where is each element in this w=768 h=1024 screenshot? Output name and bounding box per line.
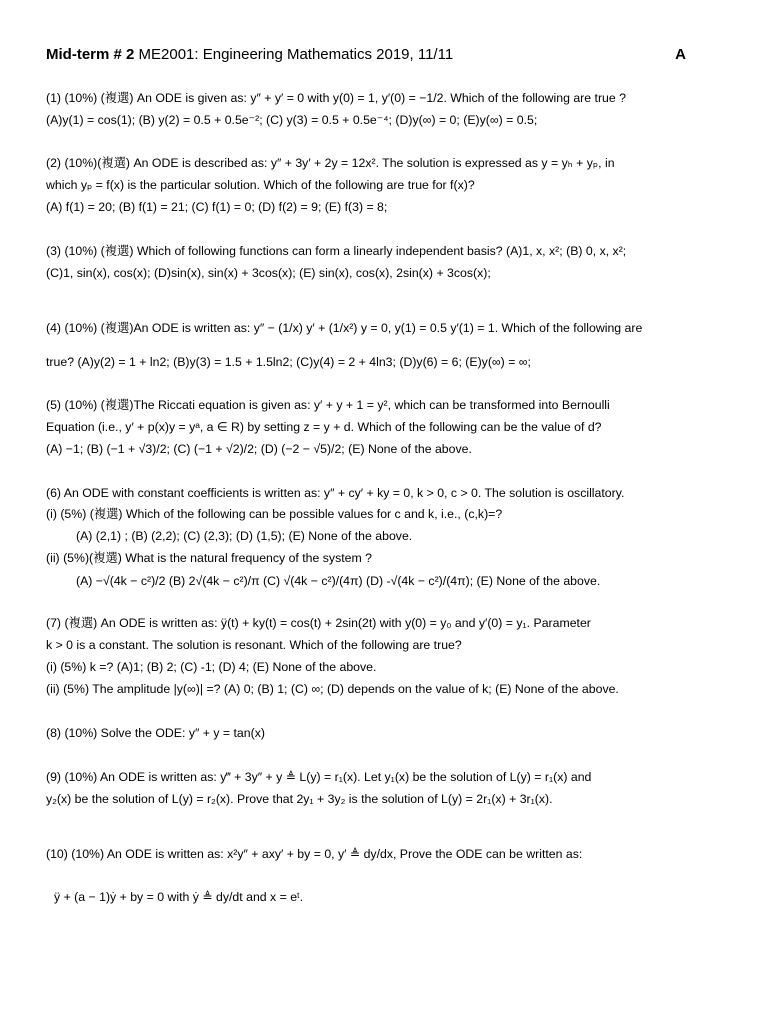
q3-line-2: (C)1, sin(x), cos(x); (D)sin(x), sin(x) + 3cos(x); (E) sin(x), cos(x), 2sin(x) + 3cos(x); xyxy=(46,266,491,280)
q8-line-1: (8) (10%) Solve the ODE: y″ + y = tan(x) xyxy=(46,726,265,740)
q5-line-2: Equation (i.e., y′ + p(x)y = yᵃ, a ∈ R) by setting z = y + d. Which of the following can be the value of d? xyxy=(46,420,602,434)
q10-line-1: (10) (10%) An ODE is written as: x²y″ + axy′ + by = 0, y′ ≜ dy/dx, Prove the ODE can be written as: xyxy=(46,847,583,861)
q7-line-2: k > 0 is a constant. The solution is resonant. Which of the following are true? xyxy=(46,638,462,652)
q10-line-2: ÿ + (a − 1)ẏ + by = 0 with ẏ ≜ dy/dt and x = eᵗ. xyxy=(54,890,304,904)
q2-line-1: (2) (10%)(複選) An ODE is described as: y″ + 3y′ + 2y = 12x². The solution is expressed as y = yₕ + yₚ, in xyxy=(46,156,615,170)
exam-version: A xyxy=(675,46,686,63)
exam-title-rest: ME2001: Engineering Mathematics 2019, 11/11 xyxy=(134,46,454,63)
q5-line-1: (5) (10%) (複選)The Riccati equation is given as: y′ + y + 1 = y², which can be transformed into Bernoulli xyxy=(46,398,610,412)
q9-line-1: (9) (10%) An ODE is written as: y‴ + 3y″ + y ≜ L(y) = r₁(x). Let y₁(x) be the solution of L(y) = r₁(x) and xyxy=(46,770,592,784)
exam-title-bold: Mid-term # 2 xyxy=(46,46,135,63)
exam-header xyxy=(46,45,686,65)
q6-line-5: (A) −√(4k − c²)/2 (B) 2√(4k − c²)/π (C) √(4k − c²)/(4π) (D) -√(4k − c²)/(4π); (E) None of the above. xyxy=(76,574,601,588)
q4-line-1: (4) (10%) (複選)An ODE is written as: y″ − (1/x) y′ + (1/x²) y = 0, y(1) = 0.5 y′(1) = 1. Which of the following are xyxy=(46,321,643,335)
q4-line-2: true? (A)y(2) = 1 + ln2; (B)y(3) = 1.5 + 1.5ln2; (C)y(4) = 2 + 4ln3; (D)y(6) = 6; (E)y(∞) = ∞; xyxy=(46,355,531,369)
q6-line-4: (ii) (5%)(複選) What is the natural frequency of the system ? xyxy=(46,551,372,565)
q1-line-2: (A)y(1) = cos(1); (B) y(2) = 0.5 + 0.5e⁻²; (C) y(3) = 0.5 + 0.5e⁻⁴; (D)y(∞) = 0; (E)y(∞) = 0.5; xyxy=(46,113,538,127)
q7-line-3: (i) (5%) k =? (A)1; (B) 2; (C) -1; (D) 4; (E) None of the above. xyxy=(46,660,377,674)
q5-line-3: (A) −1; (B) (−1 + √3)/2; (C) (−1 + √2)/2; (D) (−2 − √5)/2; (E) None of the above. xyxy=(46,442,472,456)
q7-line-1: (7) (複選) An ODE is written as: ÿ(t) + ky(t) = cos(t) + 2sin(2t) with y(0) = y₀ and y′(0) = y₁. Parameter xyxy=(46,616,591,630)
q6-line-2: (i) (5%) (複選) Which of the following can be possible values for c and k, i.e., (c,k)=? xyxy=(46,507,503,521)
q7-line-4: (ii) (5%) The amplitude |y(∞)| =? (A) 0; (B) 1; (C) ∞; (D) depends on the value of k; (E) None of the above. xyxy=(46,682,619,696)
q6-line-3: (A) (2,1) ; (B) (2,2); (C) (2,3); (D) (1,5); (E) None of the above. xyxy=(76,529,413,543)
q9-line-2: y₂(x) be the solution of L(y) = r₂(x). Prove that 2y₁ + 3y₂ is the solution of L(y) = 2r₁(x) + 3r₁(x). xyxy=(46,792,553,806)
q6-line-1: (6) An ODE with constant coefficients is written as: y″ + cy′ + ky = 0, k > 0, c > 0. The solution is oscillatory. xyxy=(46,486,625,500)
q2-line-2: which yₚ = f(x) is the particular solution. Which of the following are true for f(x)? xyxy=(46,178,475,192)
q3-line-1: (3) (10%) (複選) Which of following functions can form a linearly independent basis? (A)1, x, x²; (B) 0, x, x²; xyxy=(46,244,627,258)
q1-line-1: (1) (10%) (複選) An ODE is given as: y″ + y′ = 0 with y(0) = 1, y′(0) = −1/2. Which of the following are true ? xyxy=(46,91,626,105)
q2-line-3: (A) f(1) = 20; (B) f(1) = 21; (C) f(1) = 0; (D) f(2) = 9; (E) f(3) = 8; xyxy=(46,200,388,214)
